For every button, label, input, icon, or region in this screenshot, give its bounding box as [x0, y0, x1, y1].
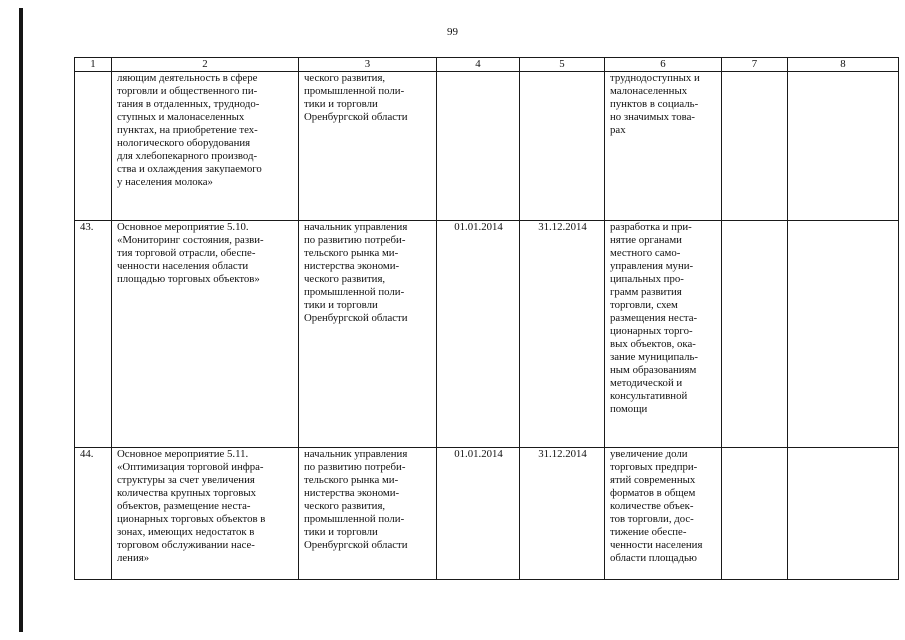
header-cell-4: 4 [437, 58, 520, 72]
header-cell-6: 6 [605, 58, 722, 72]
row-number-cell [75, 72, 112, 221]
scan-edge-bar [19, 8, 23, 632]
header-row [75, 58, 899, 72]
activity-cell: Основное мероприятие 5.11. «Оптимизация торговой инфра- структуры за счет увеличения количества крупных торговых объектов, размещение неста- ционарных торговых объектов в зонах, имеющих недостаток в торговом обслуживании насе- ления» [112, 448, 299, 580]
result-cell: увеличение доли торговых предпри- ятий современных форматов в общем количестве объек- тов торговли, дос- тижение обеспе- ченности населения области площадью [605, 448, 722, 580]
column-8-cell [788, 448, 899, 580]
table-row [75, 448, 899, 580]
table-row [75, 72, 899, 221]
result-cell: труднодоступных и малонаселенных пунктов в социаль- но значимых това- рах [605, 72, 722, 221]
responsible-cell: ческого развития, промышленной поли- тики и торговли Оренбургской области [299, 72, 437, 221]
column-7-cell [722, 448, 788, 580]
table-row [75, 221, 899, 448]
start-date-cell: 01.01.2014 [437, 221, 520, 448]
column-8-cell [788, 221, 899, 448]
responsible-cell: начальник управления по развитию потреби- тельского рынка ми- нистерства экономи- ческого развития, промышленной поли- тики и торговли Оренбургской области [299, 448, 437, 580]
page-number: 99 [447, 26, 458, 38]
header-cell-3: 3 [299, 58, 437, 72]
result-cell: разработка и при- нятие органами местного само- управления муни- ципальных про- грамм развития торговли, схем размещения неста- ционарных торго- вых объектов, ока- зание муниципаль- ным образованиям методической и консультативной помощи [605, 221, 722, 448]
activity-cell: Основное мероприятие 5.10. «Мониторинг состояния, разви- тия торговой отрасли, обеспе- ченности населения области площадью торговых объектов» [112, 221, 299, 448]
column-7-cell [722, 221, 788, 448]
end-date-cell: 31.12.2014 [520, 221, 605, 448]
header-cell-1: 1 [75, 58, 112, 72]
responsible-cell: начальник управления по развитию потреби- тельского рынка ми- нистерства экономи- ческого развития, промышленной поли- тики и торговли Оренбургской области [299, 221, 437, 448]
header-cell-8: 8 [788, 58, 899, 72]
end-date-cell: 31.12.2014 [520, 448, 605, 580]
row-number-cell: 44. [75, 448, 112, 580]
header-cell-5: 5 [520, 58, 605, 72]
start-date-cell: 01.01.2014 [437, 448, 520, 580]
row-number-cell: 43. [75, 221, 112, 448]
end-date-cell [520, 72, 605, 221]
activity-cell: ляющим деятельность в сфере торговли и общественного пи- тания в отдаленных, труднодо- ступных и малонаселенных пунктах, на приобретение тех- нологического оборудования для хлебопекарного производ- ства и охлаждения закупаемого у населения молока» [112, 72, 299, 221]
header-cell-2: 2 [112, 58, 299, 72]
header-cell-7: 7 [722, 58, 788, 72]
column-8-cell [788, 72, 899, 221]
activities-table [74, 57, 899, 580]
start-date-cell [437, 72, 520, 221]
column-7-cell [722, 72, 788, 221]
